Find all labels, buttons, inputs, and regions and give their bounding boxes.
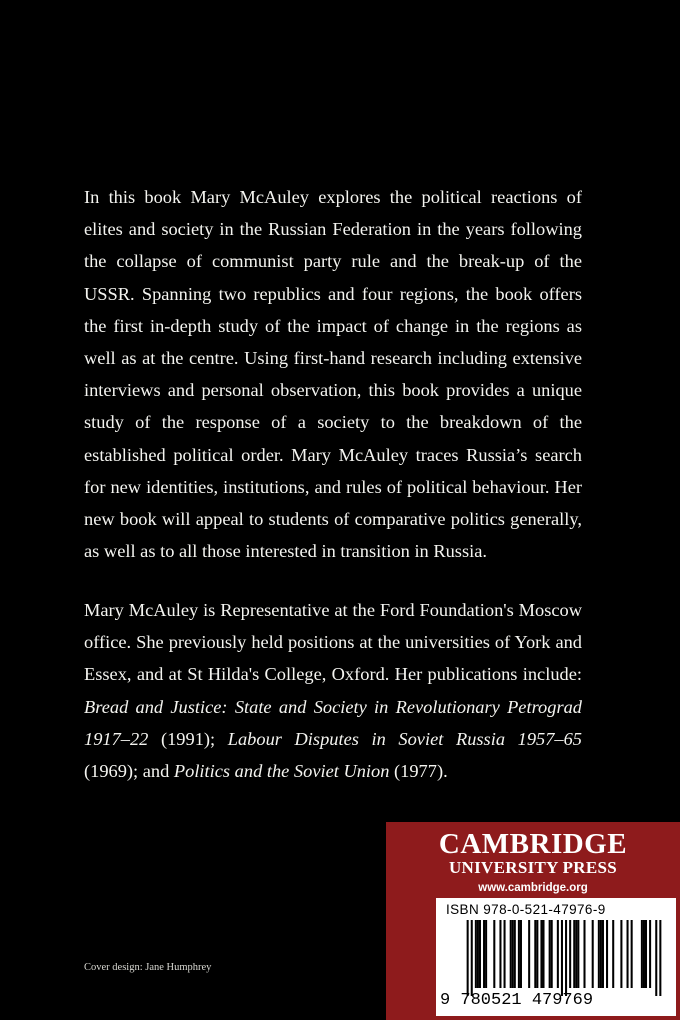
barcode-bar bbox=[528, 920, 530, 988]
barcode-bar bbox=[504, 920, 506, 988]
bio-intro: Mary McAuley is Representative at the Ford Foundation's Moscow office. She previously held positions at the universities of York and Essex, and at St Hilda's College, Oxford. Her publications include: bbox=[84, 600, 582, 685]
barcode-bar bbox=[620, 920, 622, 988]
barcode-bar bbox=[569, 920, 571, 988]
barcode-bar bbox=[573, 920, 575, 988]
barcode-bar bbox=[606, 920, 608, 988]
publisher-url: www.cambridge.org bbox=[478, 882, 588, 894]
barcode-bar bbox=[561, 920, 563, 996]
barcode-bar bbox=[540, 920, 542, 988]
barcode-bar bbox=[471, 920, 473, 996]
barcode-digits: 9 780521 479769 bbox=[440, 991, 594, 1010]
barcode-bar bbox=[510, 920, 512, 988]
barcode-bar bbox=[551, 920, 553, 988]
barcode-bar bbox=[499, 920, 501, 988]
barcode-bar bbox=[536, 920, 538, 988]
barcode-bar bbox=[643, 920, 645, 988]
barcode-bar bbox=[598, 920, 600, 988]
cover-design-credit: Cover design: Jane Humphrey bbox=[84, 962, 212, 973]
publisher-subtitle: UNIVERSITY PRESS bbox=[448, 858, 618, 877]
bio-book-year-2: (1969); and bbox=[84, 761, 174, 782]
barcode-bar bbox=[477, 920, 479, 988]
barcode-bar bbox=[467, 920, 469, 996]
barcode-bar bbox=[583, 920, 585, 988]
barcode-bar bbox=[512, 920, 514, 988]
barcode-bar bbox=[627, 920, 629, 988]
barcode-bar bbox=[612, 920, 614, 988]
barcode-bar bbox=[655, 920, 657, 996]
barcode-bar bbox=[483, 920, 485, 988]
blurb-paragraph: In this book Mary McAuley explores the political reactions of elites and society in the Russian Federation in the years following the collapse of communist party rule and the break-up of the USSR. Spanning two republics and four regions, the book offers the first in-depth study of the impact of change in the regions as well as at the centre. Using first-hand research including extensive interviews and personal observation, this book provides a unique study of the response of a society to the breakdown of the established political order. Mary McAuley traces Russia’s search for new identities, institutions, and rules of political behaviour. Her new book will appeal to students of comparative politics generally, as well as to all those interested in transition in Russia. bbox=[84, 187, 582, 562]
barcode-bar bbox=[631, 920, 633, 988]
isbn-label: ISBN 978-0-521-47976-9 bbox=[446, 902, 606, 917]
bio-book-title-2: Labour Disputes in Soviet Russia 1957–65 bbox=[227, 728, 582, 749]
barcode-bar bbox=[592, 920, 594, 988]
bio-book-title-1: Bread and Justice: State and Society in Revolutionary Petrograd 1917–22 bbox=[84, 696, 582, 749]
barcode-bar bbox=[549, 920, 551, 988]
barcode-image bbox=[448, 920, 668, 996]
barcode-bar bbox=[493, 920, 495, 988]
barcode-bar bbox=[534, 920, 536, 988]
barcode-bar bbox=[649, 920, 651, 988]
barcode-bar bbox=[542, 920, 544, 988]
bio-book-year-1: (1991); bbox=[148, 728, 228, 749]
barcode-bar bbox=[600, 920, 602, 988]
barcode-bar bbox=[565, 920, 567, 996]
publisher-name: CAMBRIDGE bbox=[438, 828, 628, 860]
barcode-bar bbox=[520, 920, 522, 988]
barcode-bar bbox=[557, 920, 559, 988]
barcode-bar bbox=[659, 920, 661, 996]
barcode-bar bbox=[479, 920, 481, 988]
barcode-bar bbox=[645, 920, 647, 988]
barcode-bar bbox=[575, 920, 577, 988]
author-bio-paragraph bbox=[84, 594, 582, 787]
barcode-bar bbox=[475, 920, 477, 988]
publisher-box bbox=[386, 822, 680, 1020]
bio-book-title-3: Politics and the Soviet Union bbox=[173, 761, 390, 782]
barcode-bar bbox=[514, 920, 516, 988]
bio-book-year-3: (1977). bbox=[389, 761, 448, 782]
barcode-panel bbox=[436, 898, 676, 1016]
barcode-bar bbox=[602, 920, 604, 988]
barcode-bar bbox=[577, 920, 579, 988]
barcode-bar bbox=[641, 920, 643, 988]
barcode-bar bbox=[518, 920, 520, 988]
barcode-bar bbox=[485, 920, 487, 988]
